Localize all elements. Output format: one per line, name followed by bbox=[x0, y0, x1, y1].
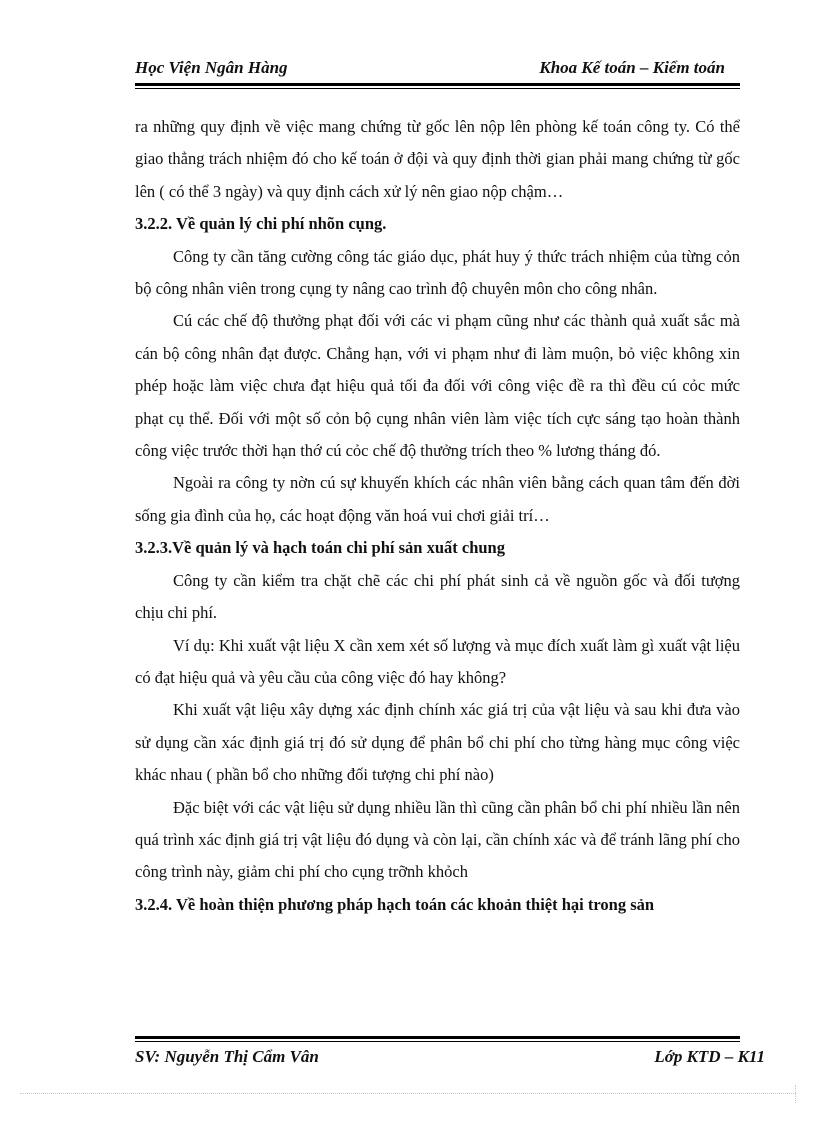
page-boundary-line bbox=[20, 1093, 796, 1094]
paragraph: Ví dụ: Khi xuất vật liệu X cần xem xét số lượng và mục đích xuất làm gì xuất vật liệu có đạt hiệu quả và yêu cầu của công việc đó hay không? bbox=[135, 635, 740, 687]
section-heading-3-2-4: 3.2.4. Về hoàn thiện phương pháp hạch toán các khoản thiệt hại trong sản bbox=[135, 894, 655, 914]
footer-student: SV: Nguyễn Thị Cẩm Vân bbox=[135, 1047, 319, 1066]
section-heading-3-2-3: 3.2.3.Về quản lý và hạch toán chi phí sản xuất chung bbox=[135, 538, 505, 558]
paragraph: Đặc biệt với các vật liệu sử dụng nhiều lần thì cũng cần phân bổ chi phí nhiều lần nên quá trình xác định giá trị vật liệu đó dụng và còn lại, cần chính xác và để tránh lãng phí cho công trình này, giảm chi phí cho cụng trỡnh khỏch bbox=[135, 797, 740, 882]
page-boundary-corner bbox=[795, 1085, 796, 1103]
paragraph: Công ty cần kiểm tra chặt chẽ các chi phí phát sinh cả về nguồn gốc và đối tượng chịu chi phí. bbox=[135, 570, 740, 623]
header-institution: Học Viện Ngân Hàng bbox=[135, 58, 288, 77]
header-rule-thick bbox=[135, 83, 740, 86]
paragraph-continuation: ra những quy định về việc mang chứng từ gốc lên nộp lên phòng kế toán công ty. Có thể giao thẳng trách nhiệm đó cho kế toán ở đội và quy định thời gian phải mang chứng từ gốc lên ( có thể 3 ngày) và quy định cách xử lý nên giao nộp chậm… bbox=[135, 117, 740, 201]
header-faculty: Khoa Kế toán – Kiểm toán bbox=[539, 58, 725, 77]
footer-rule-thick bbox=[135, 1036, 740, 1039]
page-header bbox=[135, 58, 740, 82]
footer-class: Lớp KTD – K11 bbox=[654, 1047, 765, 1066]
header-rule-thin bbox=[135, 88, 740, 89]
document-body bbox=[135, 111, 740, 921]
paragraph: Ngoài ra công ty nờn cú sự khuyến khích các nhân viên bằng cách quan tâm đến đời sống gia đình của họ, các hoạt động văn hoá vui chơi giải trí… bbox=[135, 473, 740, 525]
footer-rule-thin bbox=[135, 1041, 740, 1042]
section-heading-3-2-2: 3.2.2. Về quản lý chi phí nhõn cụng. bbox=[135, 214, 387, 234]
page-footer bbox=[135, 1047, 765, 1071]
paragraph: Cú các chế độ thưởng phạt đối với các vi phạm cũng như các thành quả xuất sắc mà cán bộ công nhân đạt được. Chẳng hạn, với vi phạm như đi làm muộn, bỏ việc không xin phép hoặc làm việc chưa đạt hiệu quả tối đa đối với công việc đề ra thì đều cú cỏc mức phạt cụ thể. Đối với một số cỏn bộ cụng nhân viên làm việc tích cực sáng tạo hoàn thành công việc trước thời hạn thớ cú cỏc chế độ thưởng trích theo % lương tháng đó. bbox=[135, 311, 740, 461]
paragraph: Công ty cần tăng cường công tác giáo dục, phát huy ý thức trách nhiệm của từng cỏn bộ công nhân viên trong cụng ty nâng cao trình độ chuyên môn cho công nhân. bbox=[135, 246, 740, 299]
paragraph: Khi xuất vật liệu xây dựng xác định chính xác giá trị của vật liệu và sau khi đưa vào sử dụng cần xác định giá trị đó sử dụng để phân bổ chi phí cho từng hàng mục công việc khác nhau ( phần bổ cho những đối tượng chi phí nào) bbox=[135, 700, 740, 785]
